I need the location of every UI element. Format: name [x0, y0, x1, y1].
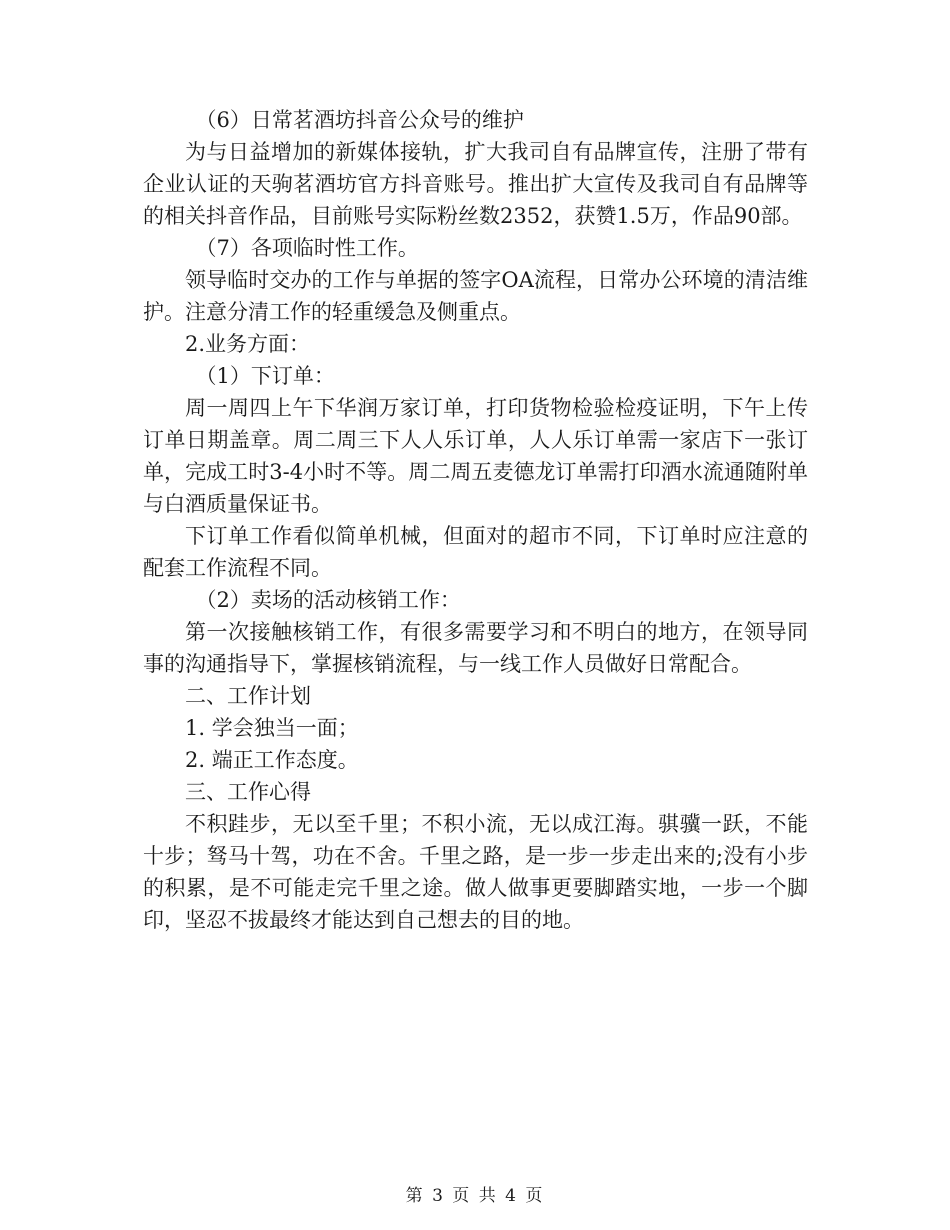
paragraph-douyin-detail: 为与日益增加的新媒体接轨，扩大我司自有品牌宣传，注册了带有企业认证的天驹茗酒坊官方抖音账号。推出扩大宣传及我司自有品牌等的相关抖音作品，目前账号实际粉丝数2352，获赞1.5万，作品90部。 — [143, 140, 808, 228]
work-plan-item-2: 2. 端正工作态度。 — [185, 748, 359, 772]
section-heading-orders: （1）下订单： — [195, 364, 335, 388]
paragraph-temporary-work-detail: 领导临时交办的工作与单据的签字OA流程，日常办公环境的清洁维护。注意分清工作的轻重缓急及侧重点。 — [143, 268, 808, 324]
section-heading-temporary-work: （7）各项临时性工作。 — [195, 236, 419, 260]
section-heading-work-plan: 二、工作计划 — [185, 684, 311, 708]
paragraph-orders-detail: 周一周四上午下华润万家订单，打印货物检验检疫证明，下午上传订单日期盖章。周二周三下人人乐订单，人人乐订单需一家店下一张订单，完成工时3-4小时不等。周二周五麦德龙订单需打印酒水流通随附单与白酒质量保证书。 — [143, 396, 808, 516]
work-plan-item-1: 1. 学会独当一面； — [185, 716, 359, 740]
page-number-footer: 第 3 页 共 4 页 — [405, 1186, 545, 1206]
section-heading-business: 2.业务方面： — [185, 332, 311, 356]
paragraph-orders-note: 下订单工作看似简单机械，但面对的超市不同，下订单时应注意的配套工作流程不同。 — [143, 524, 808, 580]
section-heading-verification: （2）卖场的活动核销工作： — [195, 588, 461, 612]
section-heading-reflections: 三、工作心得 — [185, 780, 311, 804]
section-heading-douyin: （6）日常茗酒坊抖音公众号的维护 — [195, 108, 524, 132]
paragraph-verification-detail: 第一次接触核销工作，有很多需要学习和不明白的地方，在领导同事的沟通指导下，掌握核销流程，与一线工作人员做好日常配合。 — [143, 620, 808, 676]
document-body — [143, 104, 808, 936]
paragraph-reflections: 不积跬步，无以至千里；不积小流，无以成江海。骐骥一跃，不能十步；驽马十驾，功在不舍。千里之路，是一步一步走出来的;没有小步的积累，是不可能走完千里之途。做人做事更要脚踏实地，一步一个脚印，坚忍不拔最终才能达到自己想去的目的地。 — [143, 812, 808, 932]
